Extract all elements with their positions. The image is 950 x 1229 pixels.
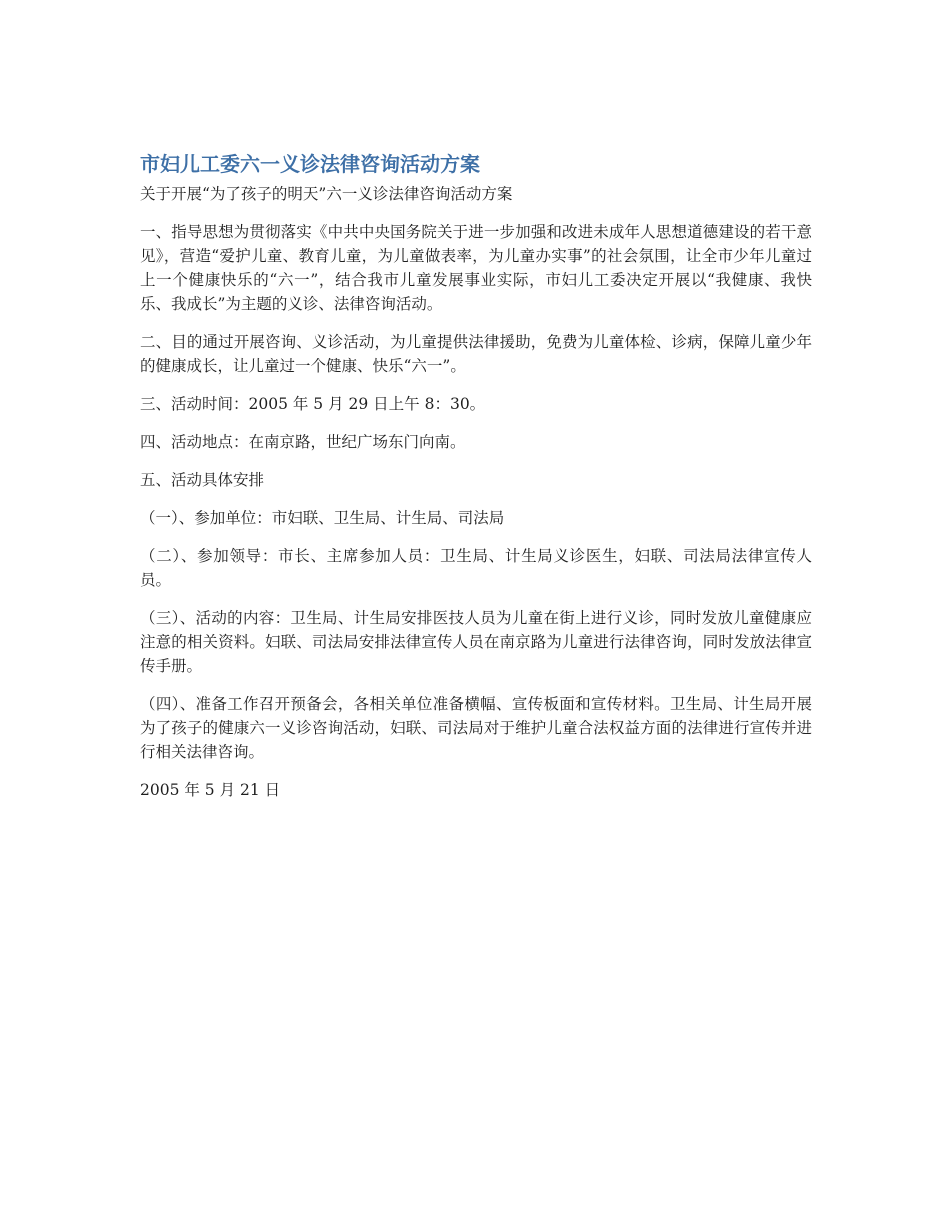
paragraph-guiding-principle: 一、指导思想为贯彻落实《中共中央国务院关于进一步加强和改进未成年人思想道德建设的若干意见》，营造“爱护儿童、教育儿童，为儿童做表率，为儿童办实事”的社会氛围，让全市少年儿童过上一个健康快乐的“六一”，结合我市儿童发展事业实际，市妇儿工委决定开展以“我健康、我快乐、我成长”为主题的义诊、法律咨询活动。 bbox=[140, 223, 812, 313]
paragraph-activity-location: 四、活动地点：在南京路，世纪广场东门向南。 bbox=[140, 433, 466, 451]
paragraph-purpose: 二、目的通过开展咨询、义诊活动，为儿童提供法律援助，免费为儿童体检、诊病，保障儿童少年的健康成长，让儿童过一个健康、快乐“六一”。 bbox=[140, 333, 812, 375]
document-date: 2005 年 5 月 21 日 bbox=[140, 781, 281, 799]
paragraph-arrangement-heading: 五、活动具体安排 bbox=[140, 471, 265, 489]
document-subtitle: 关于开展“为了孩子的明天”六一义诊法律咨询活动方案 bbox=[140, 185, 513, 203]
document-title: 市妇儿工委六一义诊法律咨询活动方案 bbox=[140, 152, 480, 176]
paragraph-preparation: （四）、准备工作召开预备会，各相关单位准备横幅、宣传板面和宣传材料。卫生局、计生局开展为了孩子的健康六一义诊咨询活动，妇联、司法局对于维护儿童合法权益方面的法律进行宣传并进行相关法律咨询。 bbox=[140, 695, 812, 761]
paragraph-activity-content: （三）、活动的内容：卫生局、计生局安排医技人员为儿童在街上进行义诊，同时发放儿童健康应注意的相关资料。妇联、司法局安排法律宣传人员在南京路为儿童进行法律咨询，同时发放法律宣传手册。 bbox=[140, 609, 812, 675]
paragraph-participating-leaders: （二）、参加领导：市长、主席参加人员：卫生局、计生局义诊医生，妇联、司法局法律宣传人员。 bbox=[140, 547, 812, 589]
paragraph-participating-units: （一）、参加单位：市妇联、卫生局、计生局、司法局 bbox=[140, 509, 505, 527]
document-page bbox=[140, 150, 812, 816]
paragraph-activity-time: 三、活动时间：2005 年 5 月 29 日上午 8：30。 bbox=[140, 395, 486, 413]
